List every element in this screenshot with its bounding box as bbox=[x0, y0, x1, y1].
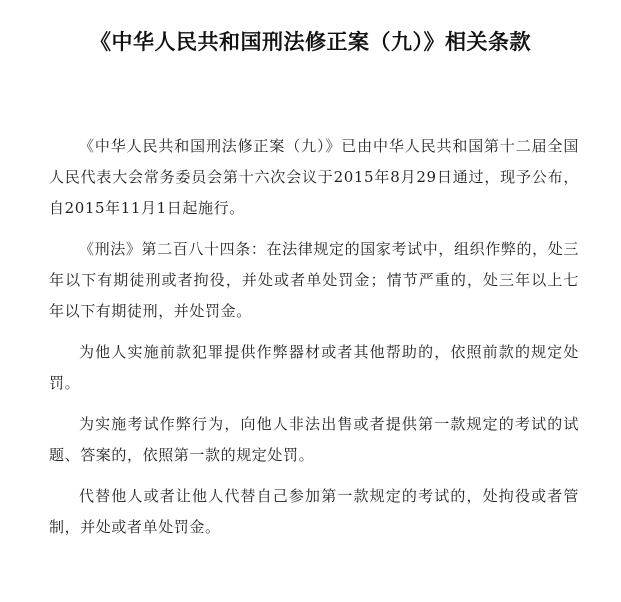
page-title: 《中华人民共和国刑法修正案（九）》相关条款 bbox=[90, 30, 531, 54]
document-body bbox=[49, 131, 579, 543]
paragraph-assistance-clause: 为他人实施前款犯罪提供作弊器材或者其他帮助的，依照前款的规定处罚。 bbox=[49, 343, 579, 392]
paragraph-substitute-exam-clause: 代替他人或者让他人代替自己参加第一款规定的考试的，处拘役或者管制，并处或者单处罚金。 bbox=[49, 487, 579, 536]
paragraph-leaking-answers-clause: 为实施考试作弊行为，向他人非法出售或者提供第一款规定的考试的试题、答案的，依照第一款的规定处罚。 bbox=[49, 415, 579, 464]
paragraph-article-284: 《刑法》第二百八十四条：在法律规定的国家考试中，组织作弊的，处三年以下有期徒刑或者拘役，并处或者单处罚金；情节严重的，处三年以上七年以下有期徒刑，并处罚金。 bbox=[49, 240, 579, 320]
paragraph-announcement: 《中华人民共和国刑法修正案（九）》已由中华人民共和国第十二届全国人民代表大会常务委员会第十六次会议于2015年8月29日通过，现予公布，自2015年11月1日起施行。 bbox=[49, 137, 579, 217]
